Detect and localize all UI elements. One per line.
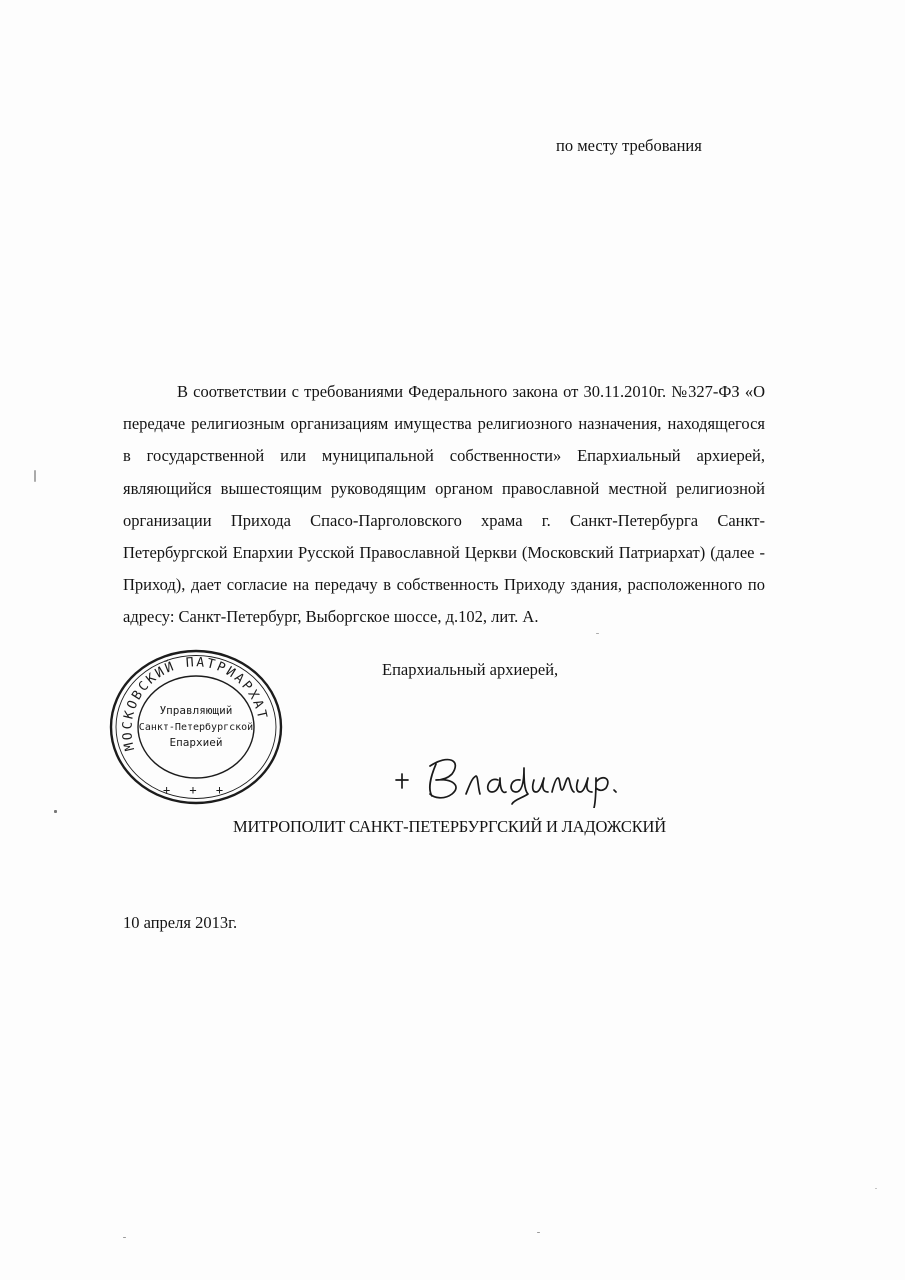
scan-speck [875,1188,877,1189]
signer-position: МИТРОПОЛИТ САНКТ-ПЕТЕРБУРГСКИЙ И ЛАДОЖСКИЙ [233,817,666,836]
scan-speck [596,633,599,634]
seal-outer-text-path: МОСКОВСКИЙ ПАТРИАРХАТ [120,655,270,753]
addressee-line: по месту требования [556,136,702,155]
signer-title: Епархиальный архиерей, [382,660,559,679]
seal-crosses: + + + [162,783,230,797]
main-paragraph-text: В соответствии с требованиями Федерального закона от 30.11.2010г. №327-ФЗ «О передаче религиозным организациям имущества религиозного назначения, находящегося в государственной или муниципальной собственности» Епархиальный архиерей, являющийся вышестоящим руководящим органом православной местной религиозной организации Прихода Спасо-Парголовского храма г. Санкт-Петербурга Санкт-Петербургской Епархии Русской Православной Церкви (Московский Патриархат) (далее - Приход), дает согласие на передачу в собственность Приходу здания, расположенного по адресу: Санкт-Петербург, Выборгское шоссе, д.102, лит. А. [123,382,765,627]
seal-inner-line-1: Управляющий [159,704,233,717]
seal-inner-line-2: Санкт-Петербургской [138,722,254,733]
scan-speck [537,1232,540,1233]
scan-speck [54,810,57,813]
handwritten-signature [392,744,624,808]
main-paragraph [123,376,765,634]
official-seal [108,648,284,806]
scan-speck [34,470,36,482]
scan-speck [123,1237,126,1238]
seal-inner-line-3: Епархией [169,736,223,749]
document-date: 10 апреля 2013г. [123,913,238,932]
